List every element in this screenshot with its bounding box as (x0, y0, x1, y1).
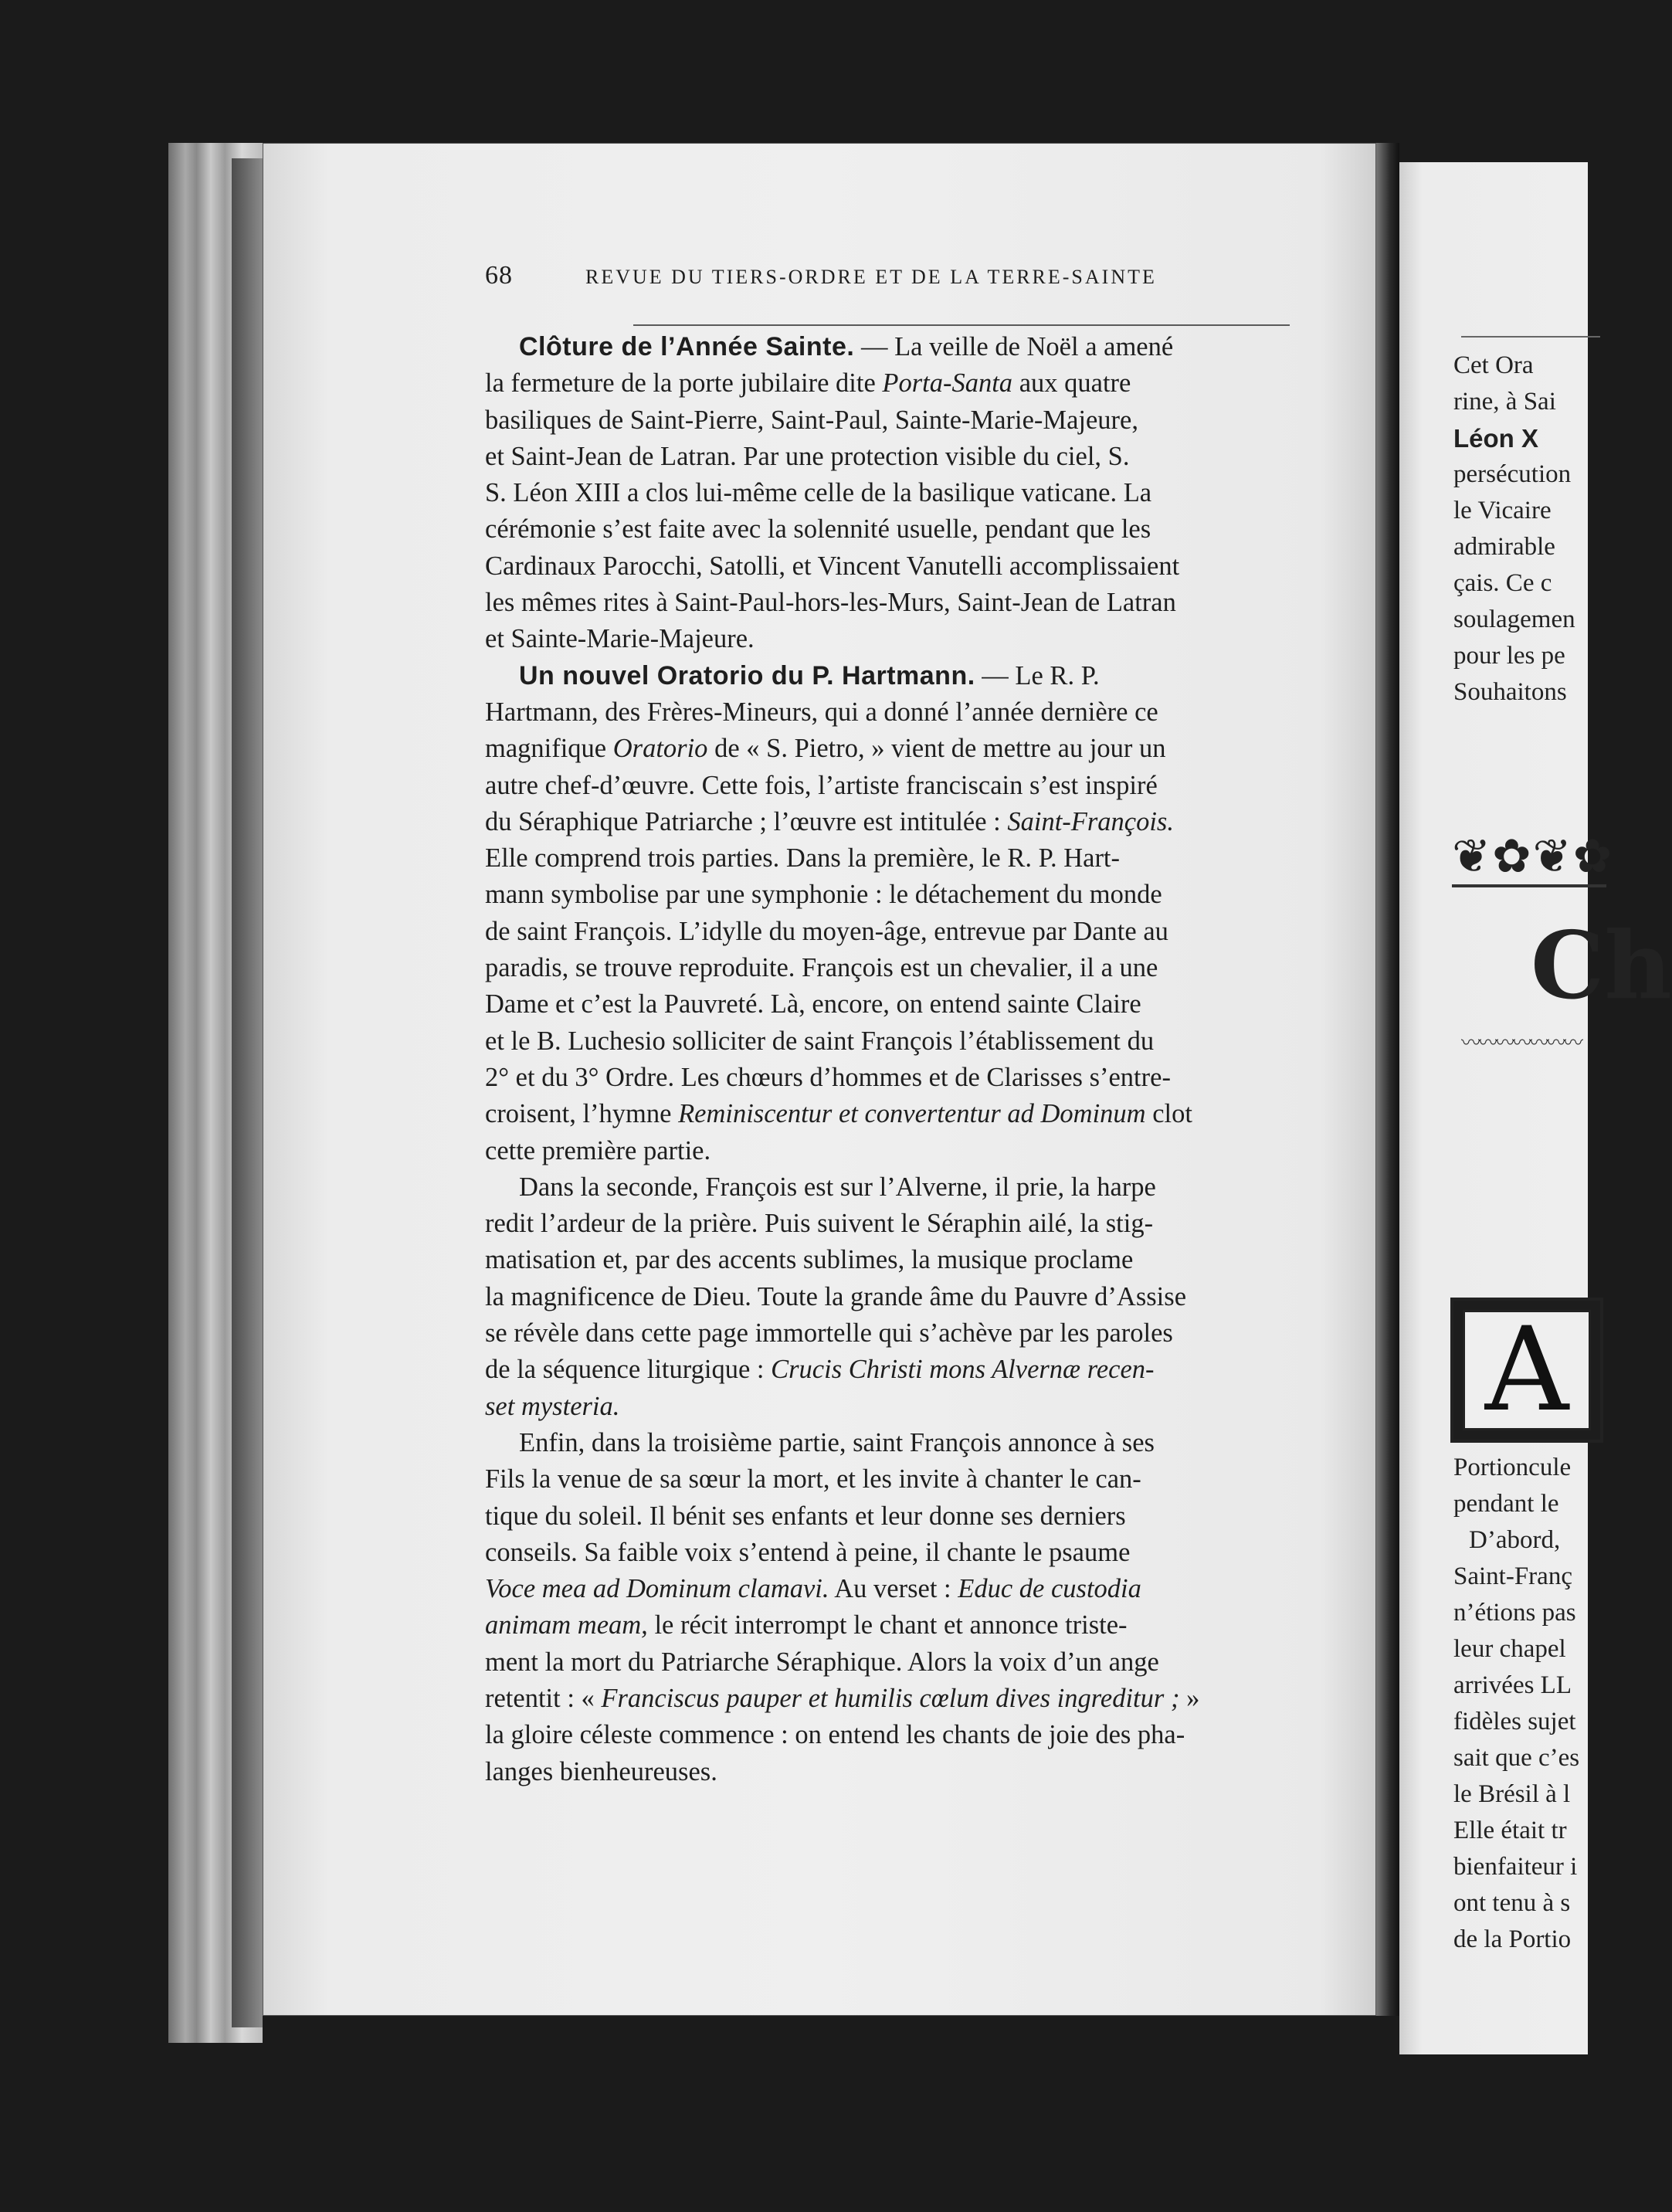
running-title: REVUE DU TIERS-ORDRE ET DE LA TERRE-SAINTE (585, 266, 1157, 288)
line: se révèle dans cette page immortelle qui s’achève par les paroles (485, 1318, 1173, 1349)
article-oratorio (485, 658, 1288, 1169)
header-rule (633, 324, 1290, 326)
wave-rule: 〰〰〰〰〰〰〰 (1461, 1032, 1581, 1054)
right-line: admirable (1453, 533, 1555, 561)
line: matisation et, par des accents sublimes, la musique proclame (485, 1245, 1134, 1275)
right-line: çais. Ce c (1453, 569, 1552, 597)
right-page-rule (1461, 336, 1600, 338)
page-number: 68 (485, 261, 513, 290)
line: de saint François. L’idylle du moyen-âge, entrevue par Dante au (485, 916, 1168, 946)
right-line: fidèles sujet (1453, 1708, 1576, 1735)
right-line: pour les pe (1453, 642, 1565, 670)
floral-ornament: ❦✿❦✿ (1452, 831, 1614, 882)
line: Hartmann, des Frères-Mineurs, qui a donné l’année dernière ce (485, 697, 1158, 727)
line: basiliques de Saint-Pierre, Saint-Paul, Sainte-Marie-Majeure, (485, 405, 1138, 435)
right-line: Saint-Franç (1453, 1562, 1572, 1590)
right-page (1399, 162, 1672, 2054)
right-line: pendant le (1453, 1490, 1559, 1518)
line: croisent, l’hymne Reminiscentur et convertentur ad Dominum clot (485, 1099, 1192, 1129)
line: retentit : « Franciscus pauper et humilis cœlum dives ingreditur ; » (485, 1683, 1200, 1713)
line: magnifique Oratorio de « S. Pietro, » vient de mettre au jour un (485, 734, 1166, 764)
line: Clôture de l’Année Sainte. — La veille de Noël a amené (519, 332, 1174, 361)
page-header (485, 261, 1226, 300)
line: Dame et c’est la Pauvreté. Là, encore, on entend sainte Claire (485, 989, 1141, 1019)
right-line: le Vicaire (1453, 497, 1552, 524)
line: Cardinaux Parocchi, Satolli, et Vincent Vanutelli accomplissaient (485, 551, 1180, 581)
right-line: arrivées LL (1453, 1671, 1572, 1699)
line: la gloire céleste commence : on entend les chants de joie des pha- (485, 1720, 1185, 1750)
line: de la séquence liturgique : Crucis Christi mons Alvernæ recen- (485, 1355, 1155, 1385)
paragraph-troisieme (485, 1425, 1288, 1790)
line: cérémonie s’est faite avec la solennité usuelle, pendant que les (485, 514, 1151, 545)
line: et Saint-Jean de Latran. Par une protection visible du ciel, S. (485, 441, 1130, 471)
right-line: rine, à Sai (1453, 388, 1556, 416)
article-rubric: Clôture de l’Année Sainte. (519, 332, 855, 361)
right-line: de la Portio (1453, 1925, 1572, 1953)
line: 2° et du 3° Ordre. Les chœurs d’hommes et de Clarisses s’entre- (485, 1062, 1171, 1092)
page-edge-shadow (232, 158, 263, 2027)
article-rubric: Un nouvel Oratorio du P. Hartmann. (519, 660, 975, 690)
right-line: le Brésil à l (1453, 1780, 1571, 1808)
line: Dans la seconde, François est sur l’Alverne, il prie, la harpe (519, 1172, 1156, 1202)
line: redit l’ardeur de la prière. Puis suivent le Séraphin ailé, la stig- (485, 1209, 1154, 1239)
line: ment la mort du Patriarche Séraphique. Alors la voix d’un ange (485, 1647, 1159, 1677)
right-line: Portioncule (1453, 1454, 1572, 1481)
article-body (485, 329, 1288, 1790)
right-line: sait que c’es (1453, 1744, 1580, 1772)
right-line: soulagemen (1453, 606, 1575, 633)
line: du Séraphique Patriarche ; l’œuvre est intitulée : Saint-François. (485, 806, 1174, 836)
line: tique du soleil. Il bénit ses enfants et leur donne ses derniers (485, 1501, 1126, 1531)
right-line: Souhaitons (1453, 678, 1567, 706)
line: langes bienheureuses. (485, 1756, 717, 1786)
paragraph-seconde (485, 1169, 1288, 1425)
right-line: D’abord, (1469, 1526, 1561, 1554)
line: paradis, se trouve reproduite. François est un chevalier, il a une (485, 953, 1158, 983)
line: et le B. Luchesio solliciter de saint François l’établissement du (485, 1026, 1155, 1056)
line: et Sainte-Marie-Majeure. (485, 624, 755, 654)
line: Fils la venue de sa sœur la mort, et les invite à chanter le can- (485, 1464, 1141, 1494)
gothic-heading-fragment: Ch (1531, 911, 1672, 1020)
right-line: Elle était tr (1453, 1817, 1567, 1844)
right-line: Léon X (1453, 424, 1539, 453)
right-line: leur chapel (1453, 1635, 1566, 1663)
right-line: Cet Ora (1453, 351, 1534, 379)
line: Elle comprend trois parties. Dans la première, le R. P. Hart- (485, 843, 1121, 874)
right-line: n’étions pas (1453, 1599, 1576, 1627)
book-gutter (1376, 143, 1399, 2016)
line: autre chef-d’œuvre. Cette fois, l’artiste franciscain s’est inspiré (485, 770, 1158, 800)
line: les mêmes rites à Saint-Paul-hors-les-Murs, Saint-Jean de Latran (485, 588, 1176, 618)
line: la fermeture de la porte jubilaire dite Porta-Santa aux quatre (485, 368, 1131, 399)
line: Un nouvel Oratorio du P. Hartmann. — Le R. P. (519, 660, 1100, 690)
right-line: bienfaiteur i (1453, 1853, 1578, 1881)
line: conseils. Sa faible voix s’entend à peine, il chante le psaume (485, 1537, 1131, 1567)
line: mann symbolise par une symphonie : le détachement du monde (485, 880, 1162, 910)
ornament-rule (1452, 884, 1606, 887)
line: set mysteria. (485, 1391, 620, 1421)
right-line: persécution (1453, 460, 1572, 488)
right-line: ont tenu à s (1453, 1889, 1571, 1917)
drop-cap (1450, 1298, 1603, 1443)
article-cloture (485, 329, 1288, 658)
drop-cap-frame (1463, 1303, 1591, 1437)
line: cette première partie. (485, 1135, 711, 1165)
line: la magnificence de Dieu. Toute la grande âme du Pauvre d’Assise (485, 1281, 1187, 1311)
line: Enfin, dans la troisième partie, saint François annonce à ses (519, 1427, 1155, 1457)
drop-cap-letter: A (1484, 1303, 1569, 1437)
line: S. Léon XIII a clos lui-même celle de la basilique vaticane. La (485, 478, 1152, 508)
line: animam meam, le récit interrompt le chant et annonce triste- (485, 1610, 1128, 1640)
line: Voce mea ad Dominum clamavi. Au verset : Educ de custodia (485, 1574, 1141, 1604)
